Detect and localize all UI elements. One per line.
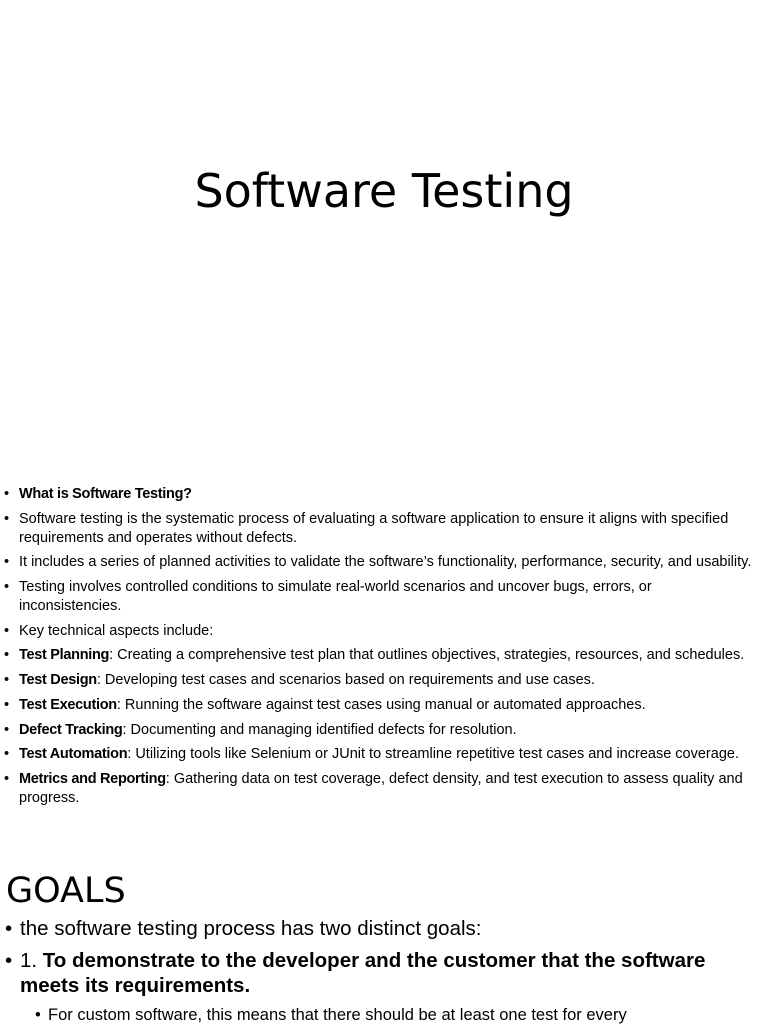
bullet-text: 1. — [20, 949, 43, 972]
overview-bullet-item — [0, 578, 756, 616]
bullet-text: : Utilizing tools like Selenium or JUnit to streamline repetitive test cases and increase coverage. — [127, 746, 739, 763]
bullet-icon: • — [4, 579, 10, 596]
bullet-icon: • — [4, 486, 10, 502]
bullet-text: : Developing test cases and scenarios based on requirements and use cases. — [96, 672, 595, 689]
overview-slide — [0, 485, 768, 866]
bullet-icon: • — [35, 1006, 41, 1024]
bullet-text: It includes a series of planned activities to validate the software’s functionality, performance, security, and usability. — [19, 554, 752, 571]
bullet-text: For custom software, this means that there should be at least one test for every — [48, 1006, 627, 1024]
bullet-text: : Gathering data on test coverage, defect density, and test execution to assess quality and progress. — [19, 770, 743, 806]
goals-heading: GOALS — [6, 871, 126, 911]
overview-bullet-item — [0, 622, 756, 641]
bullet-text: : Documenting and managing identified defects for resolution. — [122, 721, 517, 738]
title-slide — [0, 0, 768, 478]
goals-slide — [0, 866, 768, 1024]
bullet-bold-text: What is Software Testing? — [19, 486, 192, 502]
overview-bullet-item — [0, 770, 756, 808]
bullet-bold-text: Metrics and Reporting — [19, 770, 166, 787]
bullet-text: Key technical aspects include: — [19, 622, 214, 639]
bullet-bold-text: Defect Tracking — [19, 721, 123, 738]
bullet-icon: • — [4, 647, 10, 664]
bullet-icon: • — [4, 672, 10, 689]
bullet-text: the software testing process has two distinct goals: — [20, 917, 482, 940]
slide-title: Software Testing — [194, 164, 574, 218]
overview-bullet-item — [0, 671, 756, 690]
bullet-text: : Creating a comprehensive test plan that outlines objectives, strategies, resources, and schedules. — [109, 647, 745, 664]
bullet-icon: • — [4, 510, 10, 527]
bullet-icon: • — [4, 622, 10, 639]
bullet-bold-text: Test Automation — [19, 746, 128, 763]
goals-bullet-list — [0, 916, 768, 1024]
goals-bullet-item — [0, 948, 754, 998]
bullet-text: Testing involves controlled conditions to simulate real-world scenarios and uncover bugs, errors, or inconsistencies. — [19, 579, 652, 615]
bullet-text: : Running the software against test cases using manual or automated approaches. — [116, 696, 646, 713]
bullet-bold-text: Test Design — [19, 672, 97, 689]
bullet-text: Software testing is the systematic process of evaluating a software application to ensure it aligns with specified requirements and operates without defects. — [19, 510, 729, 546]
overview-bullet-item — [0, 510, 756, 548]
bullet-icon: • — [4, 746, 10, 763]
bullet-icon: • — [4, 554, 10, 571]
overview-bullet-item — [0, 553, 756, 572]
bullet-bold-text: To demonstrate to the developer and the customer that the software meets its requirements. — [20, 949, 706, 997]
goals-bullet-item — [0, 916, 754, 941]
bullet-icon: • — [4, 770, 10, 787]
goals-sub-bullet-item — [0, 1005, 754, 1024]
bullet-icon: • — [4, 696, 10, 713]
overview-bullet-item — [0, 745, 756, 764]
bullet-icon: • — [4, 721, 10, 738]
overview-bullet-item — [0, 646, 756, 665]
bullet-bold-text: Test Execution — [19, 696, 117, 713]
overview-bullet-list — [0, 485, 768, 808]
overview-bullet-item — [0, 485, 756, 504]
overview-bullet-item — [0, 696, 756, 715]
bullet-icon: • — [5, 917, 13, 940]
bullet-icon: • — [5, 949, 13, 972]
bullet-bold-text: Test Planning — [19, 647, 110, 664]
overview-bullet-item — [0, 721, 756, 740]
